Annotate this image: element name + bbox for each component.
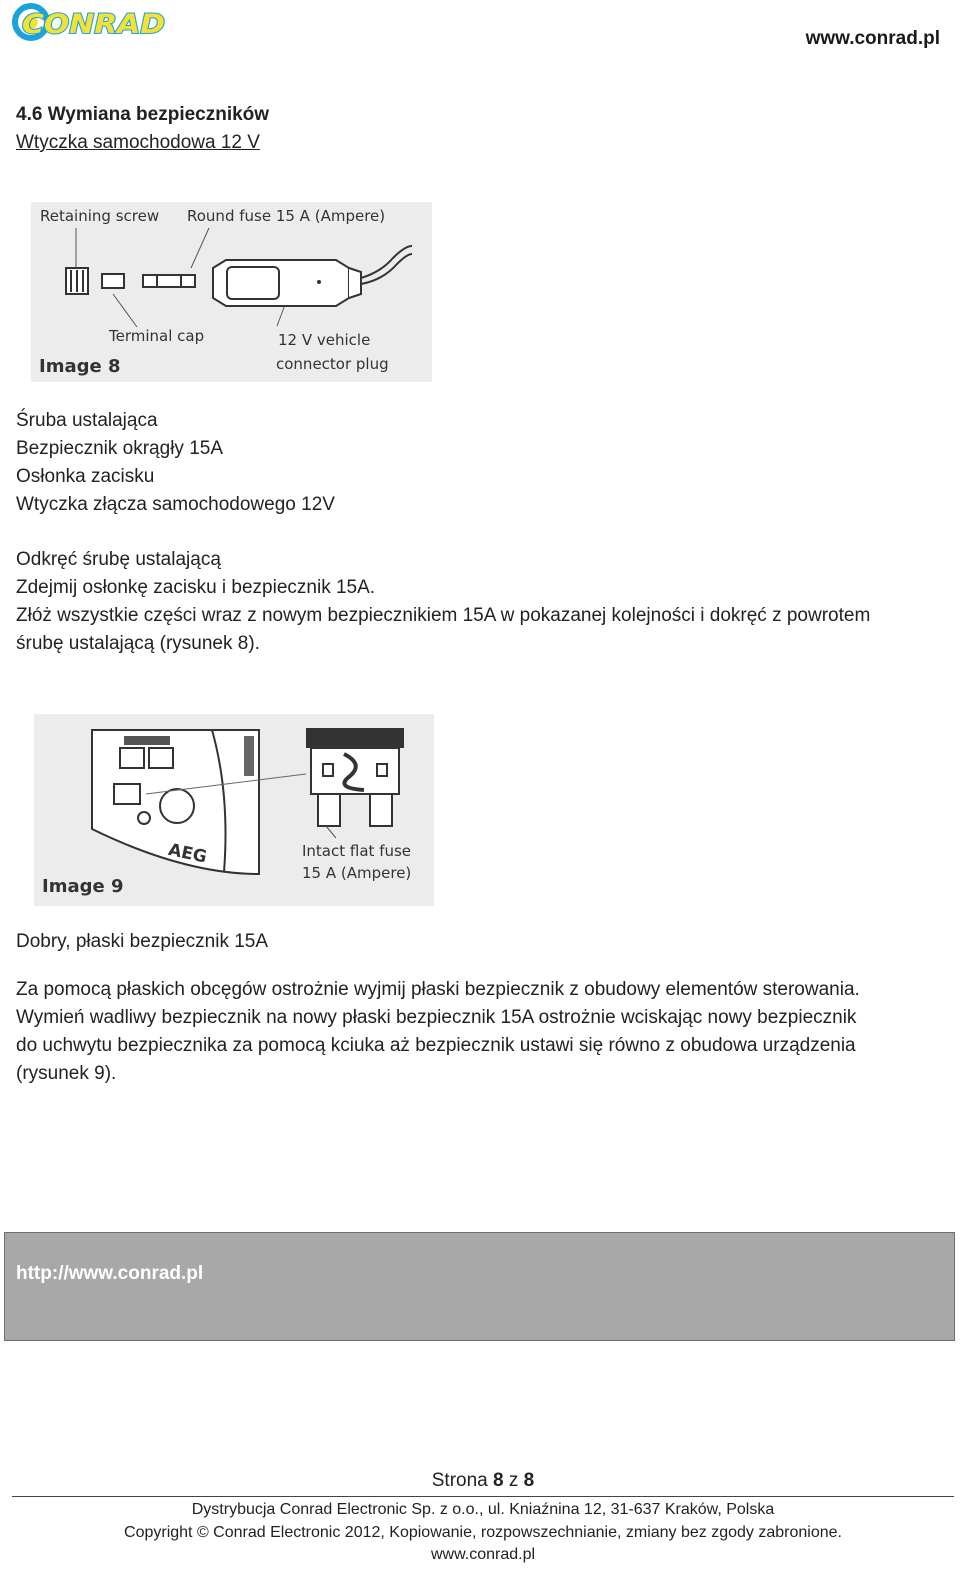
header-site-url: www.conrad.pl bbox=[805, 28, 940, 49]
legend-item: Osłonka zacisku bbox=[16, 466, 155, 487]
brand-label: AEG bbox=[166, 839, 209, 868]
page-total: 8 bbox=[523, 1470, 535, 1491]
section-title: 4.6 Wymiana bezpieczników bbox=[16, 104, 270, 125]
footer-copyright: Copyright © Conrad Electronic 2012, Kopiowanie, rozpowszechnianie, zmiany bez zgody zabronione. bbox=[124, 1524, 842, 1541]
figure-flat-fuse bbox=[34, 714, 434, 906]
flat-fuse-steps bbox=[16, 976, 860, 1088]
page-current: 8 bbox=[493, 1470, 504, 1491]
logo-text: CONRAD bbox=[22, 9, 165, 40]
footer-distribution: Dystrybucja Conrad Electronic Sp. z o.o., ul. Kniaźnina 12, 31-637 Kraków, Polska bbox=[191, 1501, 775, 1518]
terminal-cap-drawing bbox=[102, 274, 124, 288]
label-connector-line2: connector plug bbox=[276, 355, 389, 373]
legend-item: Śruba ustalająca bbox=[16, 410, 158, 431]
page-of: z bbox=[508, 1470, 519, 1491]
plug-body-drawing bbox=[213, 246, 412, 306]
label-image-8: Image 8 bbox=[39, 356, 121, 377]
flat-fuse-drawing bbox=[306, 728, 404, 826]
label-connector-line1: 12 V vehicle bbox=[278, 331, 371, 349]
label-flat-fuse-line1: Intact flat fuse bbox=[302, 842, 412, 860]
step-line: Złóż wszystkie części wraz z nowym bezpiecznikiem 15A w pokazanej kolejności i dokręć z powrotem bbox=[16, 605, 871, 626]
step-line: Za pomocą płaskich obcęgów ostrożnie wyjmij płaski bezpiecznik z obudowy elementów sterowania. bbox=[16, 979, 860, 1000]
step-line: do uchwytu bezpiecznika za pomocą kciuka aż bezpiecznik ustawi się równo z obudowa urządzenia bbox=[16, 1035, 856, 1056]
footer-url[interactable]: www.conrad.pl bbox=[430, 1546, 536, 1563]
control-panel-drawing bbox=[92, 730, 259, 874]
page-indicator bbox=[0, 1470, 960, 1492]
conrad-logo bbox=[12, 2, 168, 42]
page-word: Strona bbox=[431, 1470, 488, 1491]
link-band bbox=[4, 1232, 955, 1341]
label-round-fuse: Round fuse 15 A (Ampere) bbox=[187, 207, 386, 225]
section-subtitle: Wtyczka samochodowa 12 V bbox=[16, 132, 260, 153]
step-line: Wymień wadliwy bezpiecznik na nowy płaski bezpiecznik 15A ostrożnie wciskając nowy bezpiecznik bbox=[16, 1007, 857, 1028]
step-line: (rysunek 9). bbox=[16, 1063, 117, 1084]
label-retaining-screw: Retaining screw bbox=[40, 207, 160, 225]
footer-divider bbox=[12, 1496, 954, 1497]
figure9-caption: Dobry, płaski bezpiecznik 15A bbox=[16, 931, 269, 952]
conrad-link[interactable]: http://www.conrad.pl bbox=[16, 1263, 204, 1284]
legend-list bbox=[16, 407, 335, 519]
screw-drawing bbox=[66, 268, 88, 294]
label-image-9: Image 9 bbox=[42, 876, 124, 897]
legend-item: Bezpiecznik okrągły 15A bbox=[16, 438, 223, 459]
legend-item: Wtyczka złącza samochodowego 12V bbox=[16, 494, 335, 515]
step-line: Odkręć śrubę ustalającą bbox=[16, 549, 221, 570]
car-fuse-steps bbox=[16, 546, 870, 658]
step-line: Zdejmij osłonkę zacisku i bezpiecznik 15A. bbox=[16, 577, 376, 598]
round-fuse-drawing bbox=[143, 275, 195, 287]
label-flat-fuse-line2: 15 A (Ampere) bbox=[302, 864, 412, 882]
step-line: śrubę ustalającą (rysunek 8). bbox=[16, 633, 260, 654]
figure-car-plug bbox=[31, 202, 432, 382]
label-terminal-cap: Terminal cap bbox=[109, 327, 205, 345]
